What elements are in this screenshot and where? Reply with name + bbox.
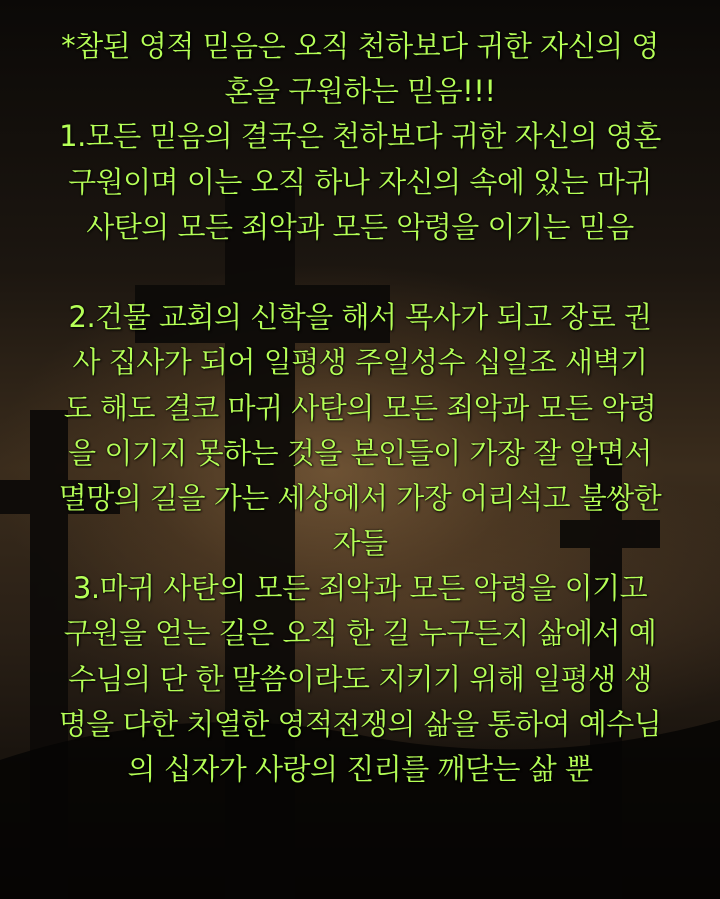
text-line-7: 2.건물 교회의 신학을 해서 목사가 되고 장로 권 bbox=[68, 300, 652, 335]
text-line-11: 멸망의 길을 가는 세상에서 가장 어리석고 불쌍한 bbox=[58, 480, 662, 515]
text-line-10: 을 이기지 못하는 것을 본인들이 가장 잘 알면서 bbox=[68, 435, 652, 470]
text-line-5: 사탄의 모든 죄악과 모든 악령을 이기는 믿음 bbox=[86, 209, 634, 244]
text-line-2: 혼을 구원하는 믿음!!! bbox=[224, 74, 496, 109]
text-line-9: 도 해도 결코 마귀 사탄의 모든 죄악과 모든 악령 bbox=[63, 390, 657, 425]
text-line-8: 사 집사가 되어 일평생 주일성수 십일조 새벽기 bbox=[72, 345, 648, 380]
text-line-15: 수님의 단 한 말씀이라도 지키기 위해 일평생 생 bbox=[68, 661, 652, 696]
text-line-17: 의 십자가 사랑의 진리를 깨닫는 삶 뿐 bbox=[127, 752, 593, 786]
text-line-12: 자들 bbox=[332, 526, 388, 561]
message-text bbox=[12, 24, 708, 792]
blank-line bbox=[12, 250, 708, 295]
text-line-3: 1.모든 믿음의 결국은 천하보다 귀한 자신의 영혼 bbox=[59, 119, 661, 154]
text-line-4: 구원이며 이는 오직 하나 자신의 속에 있는 마귀 bbox=[68, 164, 652, 199]
text-line-13: 3.마귀 사탄의 모든 죄악과 모든 악령을 이기고 bbox=[72, 571, 648, 606]
text-line-14: 구원을 얻는 길은 오직 한 길 누구든지 삶에서 예 bbox=[63, 616, 657, 651]
text-line-16: 명을 다한 치열한 영적전쟁의 삶을 통하여 예수님 bbox=[58, 706, 662, 741]
text-line-1: *참된 영적 믿음은 오직 천하보다 귀한 자신의 영 bbox=[61, 29, 659, 63]
